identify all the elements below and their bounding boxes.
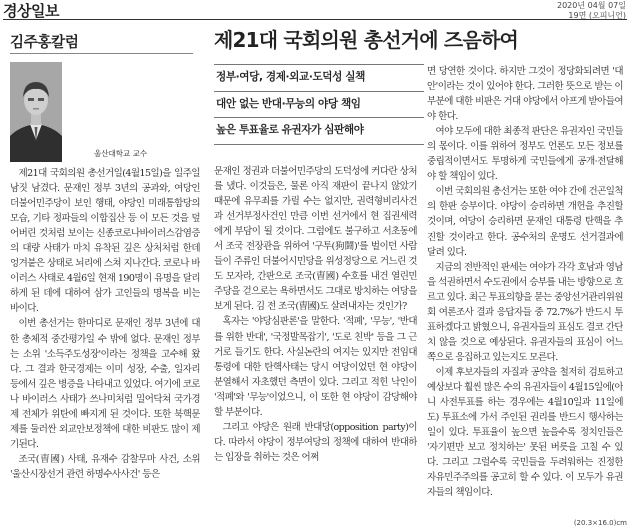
author-affiliation: 울산대학교 교수 (94, 149, 148, 158)
body-column-2 (214, 164, 417, 516)
paragraph: 지금의 전반적인 판세는 여야가 각각 호남과 영남을 석권하면서 수도권에서 승부를 내는 방향으로 흐르고 있다. 최근 투표의향을 묻는 중앙선거관리위원회 여론조사 결과 응답자들 중 72.7%가 반드시 투표하겠다고 밝혔으니, 유권자들의 표심도 결코 간단치 않을 것으로 예상된다. 유권자들의 표심이 어느 쪽으로 응집하고 있는지도 모른다. (427, 261, 623, 363)
publication-date: 2020년 04월 07일 (557, 1, 626, 10)
column-name-rule (10, 53, 193, 54)
paragraph: 이번 총선거는 한마디로 문재인 정부 3년에 대한 총체적 중간평가일 수 밖에 없다. 문재인 정부는 소위 '소득주도성장'이라는 정책을 고수해 왔다. 그 결과 한국경제는 이미 성장, 수출, 일자리 등에서 깊은 병증을 나타내고 있었다. 여기에 코로나 바이러스 사태가 쓰나미처럼 밀어닥쳐 국가경제 전체가 위탄에 빠지게 된 것이다. 또한 북핵문제를 둘러싼 외교안보정책에 대한 비판도 많이 제기된다. (10, 318, 200, 450)
paragraph: 제21대 국회의원 총선거일(4월15일)을 일주일 남짓 남겼다. 문재인 정부 3년의 공과와, 여당인 더불어민주당이 보인 행태, 야당인 미래통합당의 모습, 기타 정파들의 이합집산 등 이 모든 것을 덮어버린 것처럼 보이는 신종코로나바이러스감염증의 대량 사태가 마치 유착된 깊은 상처처럼 한데 엉겨붙은 상태로 뇌리에 스쳐 지나간다. 코로나 바이러스 사태로 4월6일 현재 190명이 유명을 달리하게 된 데에 대하여 삼가 고인들의 명복을 비는 바이다. (10, 168, 200, 315)
subheading-2: 대안 없는 반대·무능의 야당 책임 (216, 97, 361, 110)
body-column-3 (427, 64, 623, 516)
body-column-1 (10, 166, 200, 516)
article-size: (20.3×16.0)cm (573, 519, 627, 527)
author-photo (10, 62, 62, 162)
paragraph: 혹자는 '야당심판론'을 말한다. '적폐', '무능', '반대를 위한 반대', '국정발목잡기', '도로 친박' 등을 그 근거로 들기도 한다. 사실논란의 여지는 있지만 전임대통령에 대한 탄핵사태는 당시 여당이었던 현 야당이 분열해서 자초했던 측면이 있다. 그리고 적힌 낙인이 '적폐'와 '무능'이었으니, 이 또한 현 야당이 감당해야 할 부분이다. (214, 316, 417, 418)
paragraph: 이제 후보자들의 자질과 공약을 철저히 검토하고 예상보다 훨씬 많은 수의 유권자들이 4월15일에(아니 사전투표를 하는 경우에는 4월10일과 11일에도) 투표소에 가서 주인된 권리를 반드시 행사하는 일이 있다. 투표율이 높으면 높을수록 정치인들은 '자기편만 보고 정치하는' 못된 버릇을 고칠 수 있다. 그리고 그럴수록 국민들을 두려워하는 진정한 자유민주주의를 공고히 할 수 있다. 이 모두가 유권자들의 책임이다. (427, 366, 623, 499)
column-name: 김주홍칼럼 (10, 35, 79, 51)
newspaper-masthead: 경상일보 (3, 2, 59, 20)
subheading-rule (214, 144, 424, 145)
subheadings (214, 64, 424, 145)
paragraph: 문재인 정권과 더불어민주당의 도덕성에 커다란 상처를 냈다. 이것들은, 물론 아직 재판이 끝나지 않았기 때문에 유무죄를 가릴 수는 없지만, 권력형비리사건과 선거부정사건인 만큼 이번 선거에서 현 집권세력에게 부담이 될 것이다. 그럼에도 불구하고 서초동에서 조국 전장관을 위하여 '구투(狗鬪)'를 벌이던 사람들이 주류인 더불어시민당을 위성정당으로 거느린 것도 모자라, 간판으로 조국(曺國) 수호를 내건 열린민주당을 걷으로는 욕하면서도 그대로 방치하는 여당을 보게 된다. 김 전 조국(曺國)도 살려내자는 것인가? (214, 166, 417, 313)
subheading-3: 높은 투표율로 유권자가 심판해야 (216, 124, 364, 136)
headline: 제21대 국회의원 총선거에 즈음하여 (214, 28, 519, 52)
paragraph: 그리고 야당은 원래 반대당(opposition party)이다. 따라서 야당이 정부여당의 정책에 대하여 반대하는 입장을 취하는 것은 어쩌 (214, 421, 417, 463)
paragraph: 조국(曺國) 사태, 유재수 감찰무마 사건, 소위 '울산시장선거 관련 하명수사사건' 등은 (10, 453, 200, 480)
publication-meta (557, 1, 626, 21)
paragraph: 이번 국회의원 총선거는 또한 여야 간에 건곤일척의 한판 승부이다. 야당이 승리하면 개헌을 추진할 것이며, 여당이 승리하면 문재인 대통령 탄핵을 추진할 것이라고 한다. 공수처의 운명도 선거결과에 달려 있다. (427, 186, 623, 258)
paragraph: 면 당연한 것이다. 하지만 그것이 정당화되려면 '대안'이라는 것이 있어야 한다. 그러한 뜻으로 받는 이 부분에 대한 비판은 거대 야당에서 아프게 받아들여야 한다. (427, 66, 623, 123)
subheading-1: 정부·여당, 경제·외교·도덕성 실책 (216, 71, 365, 83)
paragraph: 여야 모두에 대한 최종적 판단은 유권자인 국민들의 몫이다. 이를 위하여 정부도 언론도 모든 정보를 중립적이면서도 투명하게 국민들에게 공개·전달해야 할 책임이 있다. (427, 126, 623, 183)
page-section: 19면 (오피니언) (568, 11, 626, 20)
top-rule (3, 19, 627, 20)
